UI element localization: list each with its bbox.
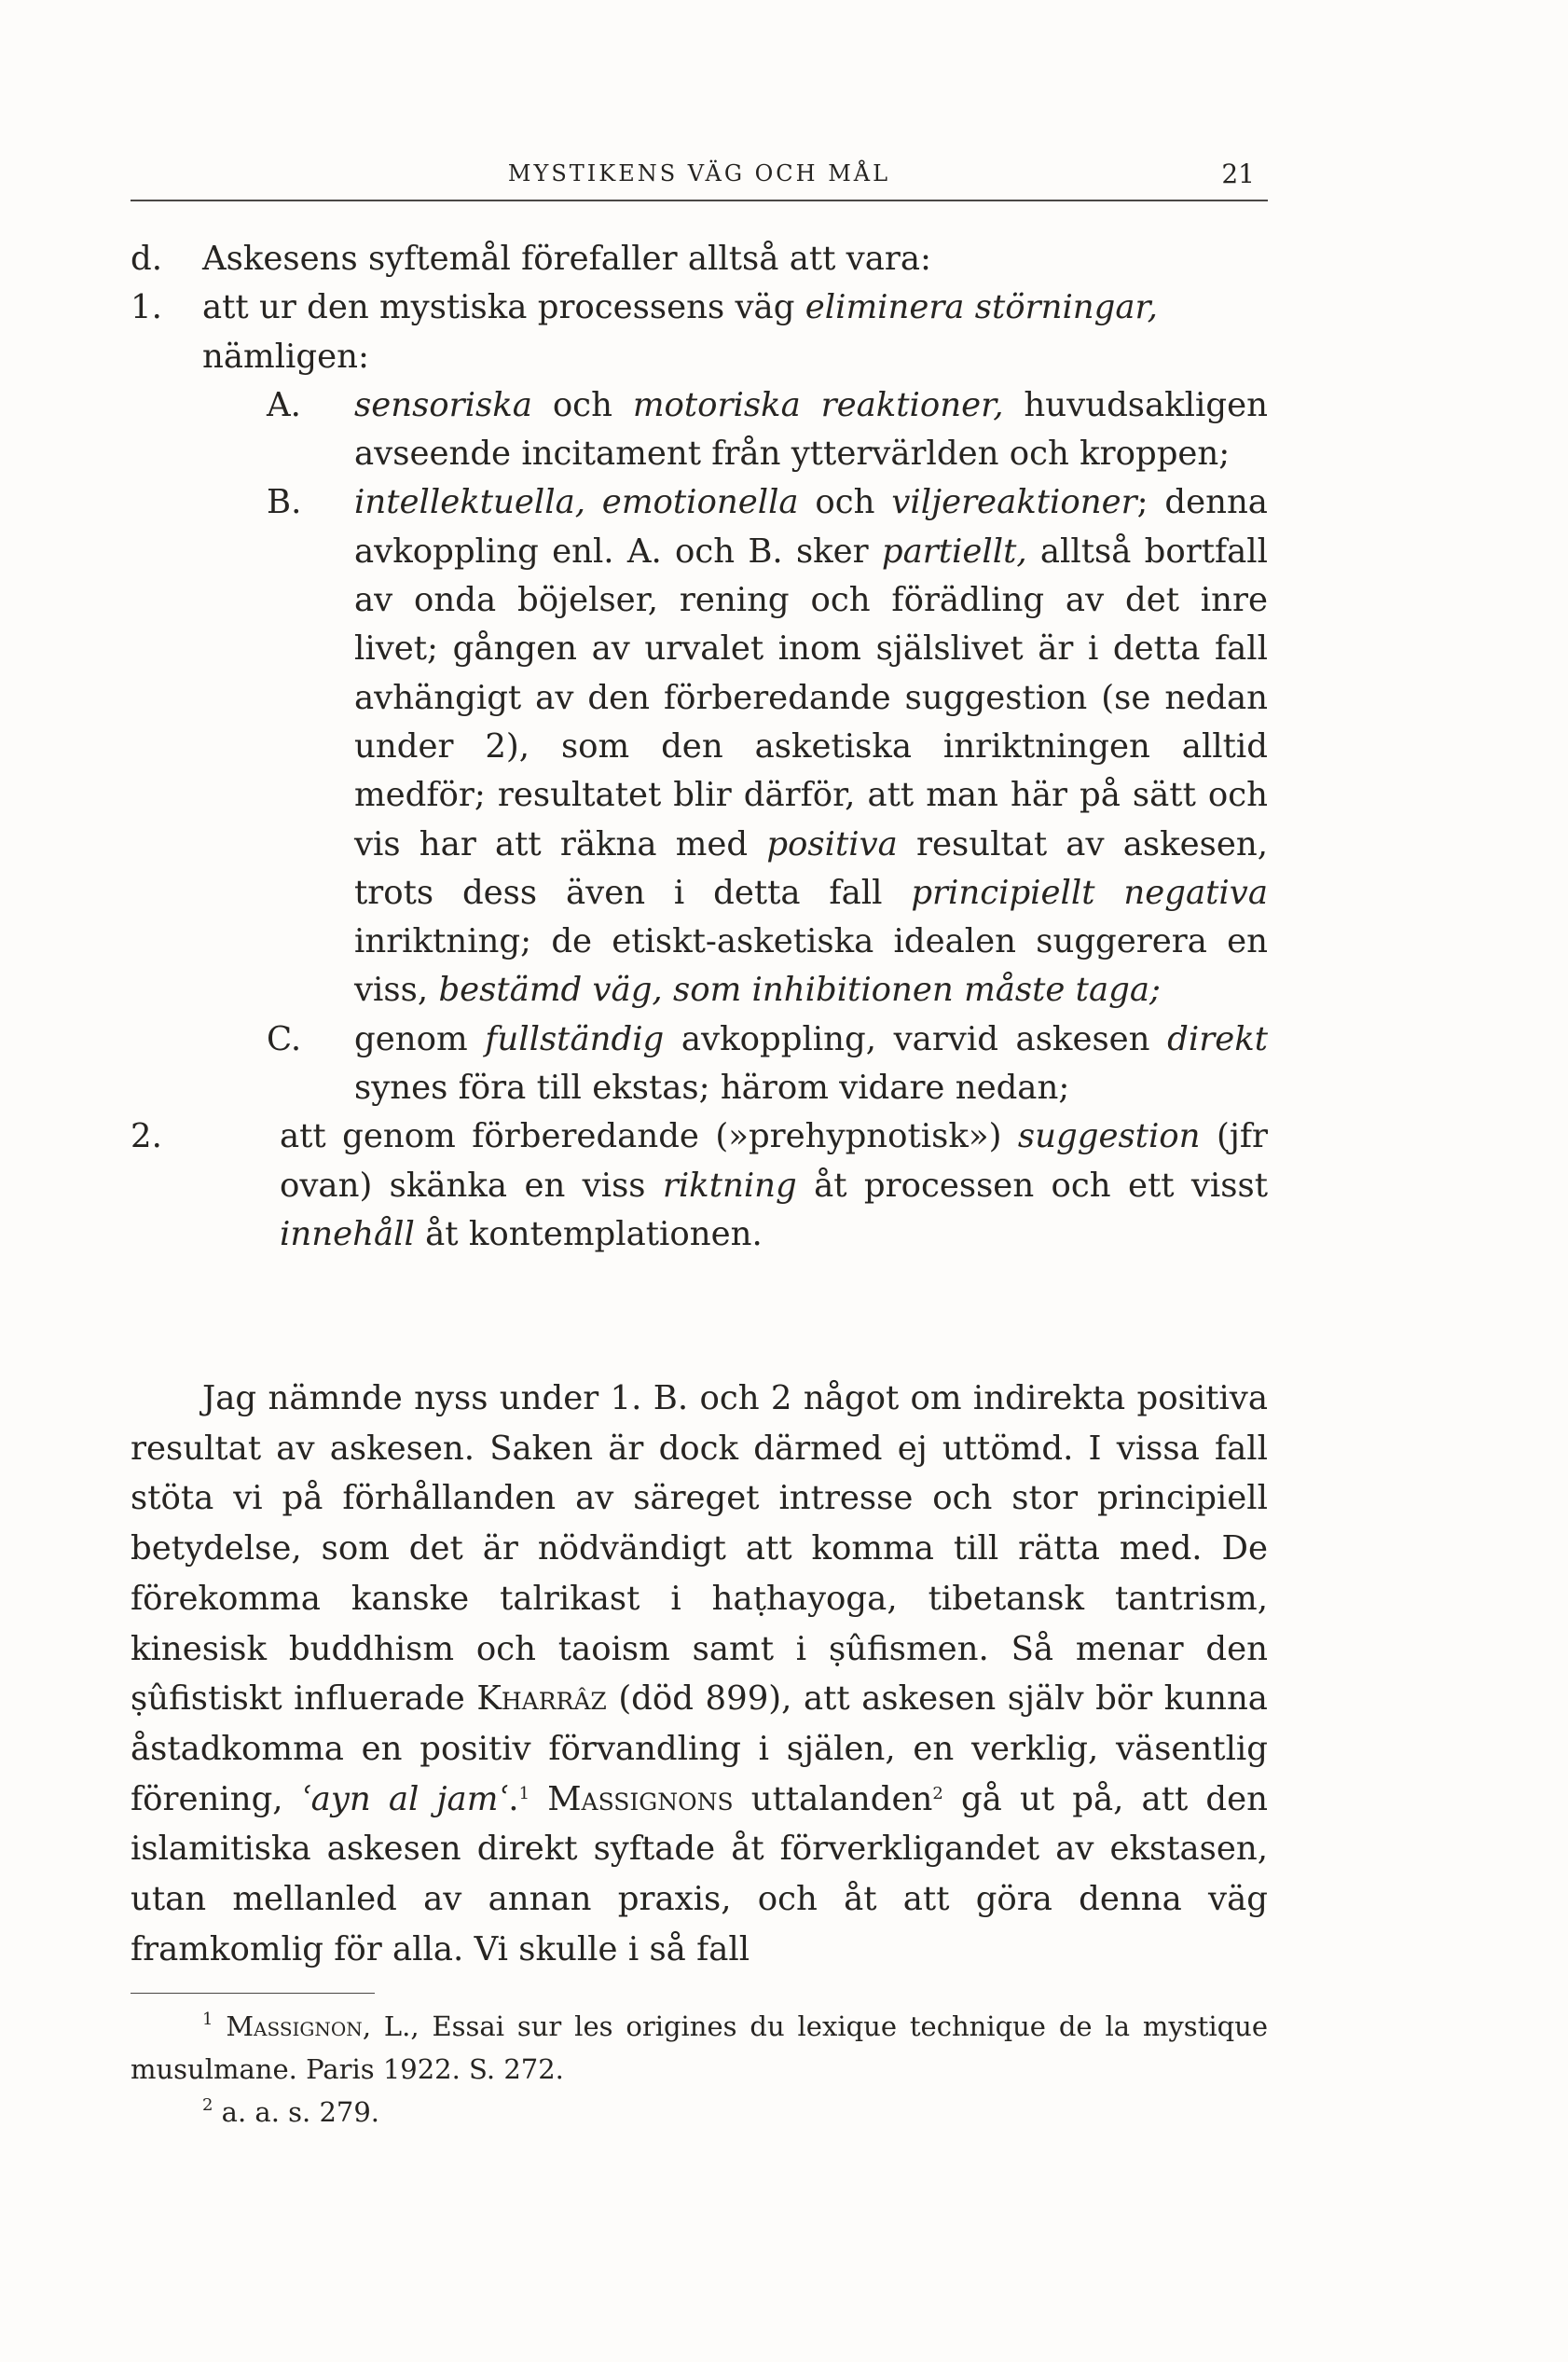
emphasis: fullständig: [485, 1019, 665, 1058]
emphasis: intellektuella, emotionella: [354, 483, 799, 522]
list-item-text: resultat av askesen, trots dess även i detta fall: [354, 824, 1268, 912]
author-name: Kharrâz: [476, 1679, 607, 1719]
footnote-rule: [131, 1993, 375, 1994]
footnote-text: a. a. s. 279.: [221, 2096, 380, 2128]
page-header: [131, 160, 1268, 198]
body-paragraph: [131, 1374, 1268, 1974]
list-item-text: att genom förberedande (»prehypnotisk»): [280, 1117, 1018, 1156]
paragraph-text: .: [508, 1779, 519, 1818]
list-item-text: nämligen:: [202, 337, 369, 376]
list-item-text: inriktning; de etiskt-asketiska idealen suggerera en viss,: [354, 922, 1268, 1010]
emphasis: riktning: [662, 1166, 797, 1205]
list-item-text: och: [815, 483, 875, 522]
emphasis: motoriska reaktioner,: [632, 385, 1004, 424]
list-item-a: [267, 381, 1268, 479]
footnote-2: [131, 2091, 1268, 2134]
footnote-marker: 1: [202, 2010, 213, 2029]
list-item-text: alltså bortfall av onda böjelser, rening och förädling av det inre livet; gången av urvalet inom själslivet är i detta fall avhängigt av den förberedande suggestion (se nedan under 2), som den asketiska inriktningen alltid medför; resultatet blir därför, att man här på sätt och vis har att räkna med: [354, 532, 1268, 863]
emphasis: eliminera störningar,: [805, 288, 1158, 327]
paragraph-text: Jag nämnde nyss under 1. B. och 2 något om indirekta positiva resultat av askesen. Saken är dock därmed ej uttömd. I vissa fall stöta vi på förhållanden av säreget intresse och stor principiell betydelse, som det är nödvändigt att komma till rätta med. De förekomma kanske talrikast i haṭhayoga, tibetansk tantrism, kinesisk buddhism och taoism samt i ṣûfismen. Så menar den ṣûfistiskt influerade: [131, 1379, 1268, 1719]
emphasis: suggestion: [1017, 1117, 1201, 1156]
emphasis: partiellt,: [881, 532, 1027, 571]
list-item-text: ; denna avkoppling enl. A. och B. sker: [354, 483, 1268, 571]
paragraph-text: gå ut på, att den islamitiska askesen direkt syftade åt förverkligandet av ekstasen, utan mellanled av annan praxis, och åt att göra denna väg framkomlig för alla. Vi skulle i så fall: [131, 1779, 1268, 1968]
list-marker: 2.: [131, 1117, 162, 1156]
list-item-text: Askesens syftemål förefaller alltså att vara:: [202, 240, 931, 278]
emphasis: positiva: [766, 824, 898, 863]
list-item-text: synes föra till ekstas; härom vidare nedan;: [354, 1069, 1070, 1108]
footnotes: [131, 2005, 1268, 2134]
emphasis: bestämd väg, som inhibitionen måste taga;: [438, 971, 1161, 1010]
footnote-text: , L., Essai sur les origines du lexique technique de la mystique musulmane. Paris 1922. S. 272.: [131, 2010, 1269, 2085]
page-number: 21: [1221, 159, 1255, 189]
list-item-text: genom: [354, 1019, 468, 1058]
list-item-text: (jfr ovan) skänka en viss: [280, 1117, 1268, 1205]
footnote-marker: 2: [202, 2095, 213, 2115]
list-item-d: [131, 235, 1268, 283]
emphasis: principiellt negativa: [911, 873, 1268, 912]
emphasis: ʿayn al jamʿ: [300, 1779, 509, 1818]
paragraph-text: (död 899), att askesen själv bör kunna åstadkomma en positiv förvandling i själen, en verklig, väsentlig förening,: [131, 1679, 1268, 1818]
list-item-text: huvudsakligen avseende incitament från yttervärlden och kroppen;: [354, 385, 1268, 474]
running-title: MYSTIKENS VÄG OCH MÅL: [507, 160, 891, 186]
list-marker: 1.: [131, 288, 162, 327]
list-item-2: [131, 1112, 1268, 1259]
footnote-ref-2[interactable]: 2: [932, 1783, 943, 1803]
emphasis: direkt: [1167, 1019, 1268, 1058]
enumerated-list: [131, 235, 1268, 1259]
emphasis: innehåll: [280, 1214, 415, 1253]
list-marker: A.: [267, 385, 301, 424]
list-item-text: åt kontemplationen.: [414, 1214, 763, 1253]
paragraph-text: uttalanden: [750, 1779, 933, 1818]
emphasis: sensoriska: [354, 385, 532, 424]
author-name: Massignon: [226, 2010, 363, 2042]
list-item-text: och: [552, 385, 612, 424]
footnote-ref-1[interactable]: 1: [518, 1783, 530, 1803]
list-item-c: [267, 1015, 1268, 1113]
author-name: Massignons: [547, 1779, 734, 1818]
list-item-1: [131, 283, 1268, 381]
list-marker: C.: [267, 1019, 302, 1058]
list-item-text: att ur den mystiska processens väg: [202, 288, 795, 327]
list-marker: d.: [131, 240, 163, 278]
header-rule: [131, 200, 1268, 201]
footnote-1: [131, 2005, 1268, 2091]
list-item-text: avkoppling, varvid askesen: [681, 1019, 1150, 1058]
emphasis: viljereaktioner: [891, 483, 1137, 522]
list-marker: B.: [267, 483, 302, 522]
list-item-b: [267, 478, 1268, 1015]
list-item-text: åt processen och ett visst: [796, 1166, 1268, 1205]
